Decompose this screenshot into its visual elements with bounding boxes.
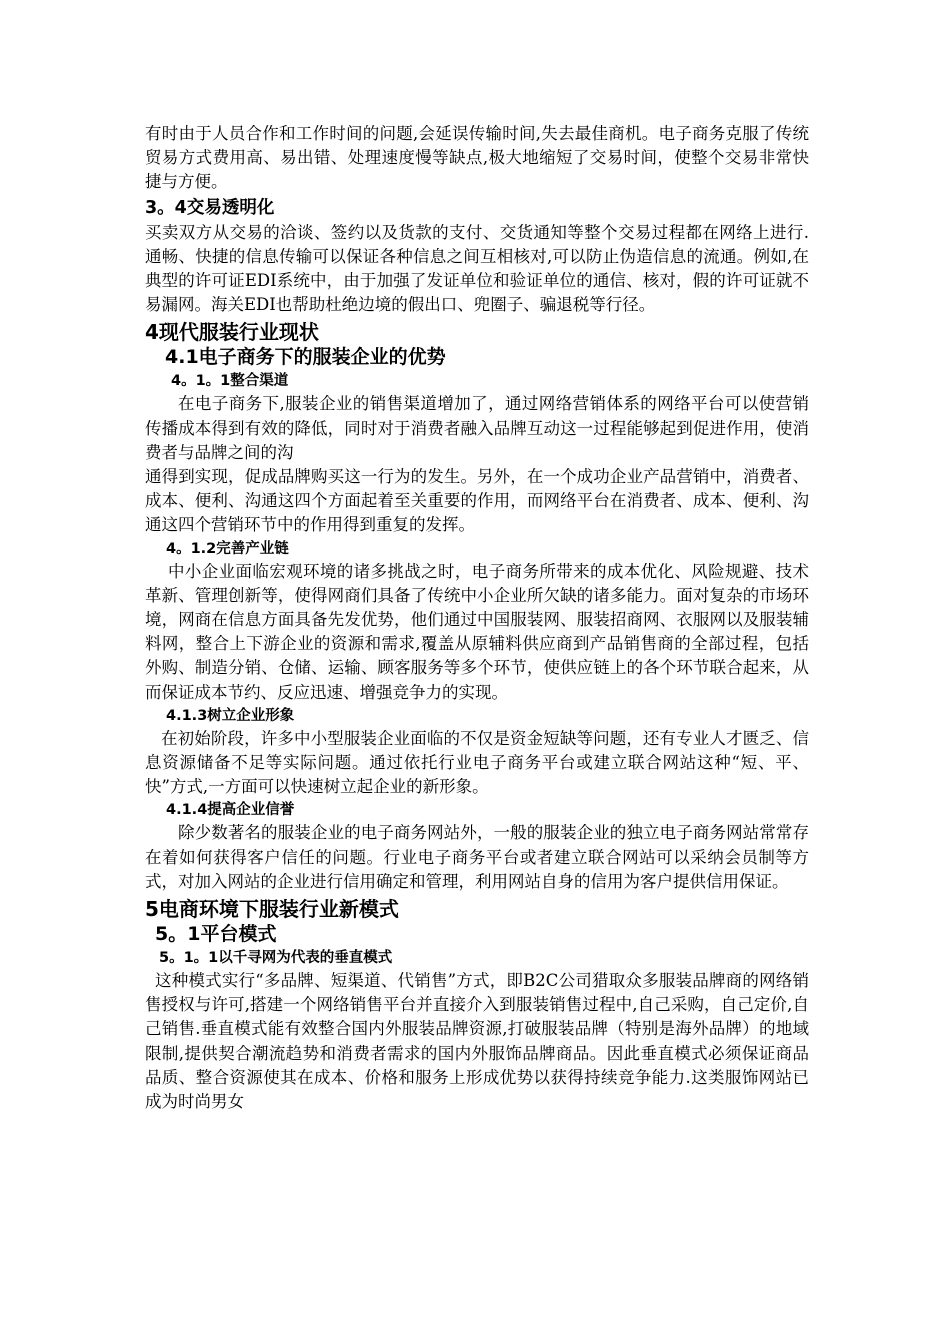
paragraph-3-4: 买卖双方从交易的洽谈、签约以及货款的支付、交货通知等整个交易过程都在网络上进行.通畅、快捷的信息传输可以保证各种信息之间互相核对,可以防止伪造信息的流通。例如,在典型的许可证EDI系统中，由于加强了发证单位和验证单位的通信、核对，假的许可证就不易漏网。海关EDI也帮助杜绝边境的假出口、兜圈子、骗退税等行径。 bbox=[145, 222, 809, 315]
heading-4-1-3: 4.1.3树立企业形象 bbox=[166, 707, 295, 724]
heading-5-1: 5。1平台模式 bbox=[155, 923, 277, 946]
paragraph-4-1-1a: 在电子商务下,服装企业的销售渠道增加了，通过网络营销体系的网络平台可以使营销传播成本得到有效的降低，同时对于消费者融入品牌互动这一过程能够起到促进作用，使消费者与品牌之间的沟 bbox=[145, 394, 809, 462]
paragraph-4-1-2: 中小企业面临宏观环境的诸多挑战之时，电子商务所带来的成本优化、风险规避、技术革新、管理创新等，使得网商们具备了传统中小企业所欠缺的诸多能力。面对复杂的市场环境，网商在信息方面具备先发优势，他们通过中国服装网、服装招商网、衣服网以及服装辅料网，整合上下游企业的资源和需求,覆盖从原辅料供应商到产品销售商的全部过程，包括外购、制造分销、仓储、运输、顾客服务等多个环节，使供应链上的各个环节联合起来，从而保证成本节约、反应迅速、增强竞争力的实现。 bbox=[145, 561, 809, 702]
heading-4-1-2: 4。1.2完善产业链 bbox=[166, 540, 289, 557]
paragraph-intro: 有时由于人员合作和工作时间的问题,会延误传输时间,失去最佳商机。电子商务克服了传统贸易方式费用高、易出错、处理速度慢等缺点,极大地缩短了交易时间，使整个交易非常快捷与方便。 bbox=[145, 124, 809, 192]
heading-3-4: 3。4交易透明化 bbox=[145, 197, 275, 218]
heading-4-1-4: 4.1.4提高企业信誉 bbox=[166, 802, 295, 819]
heading-4-1-1: 4。1。1整合渠道 bbox=[171, 373, 289, 390]
heading-5-1-1: 5。1。1以千寻网为代表的垂直模式 bbox=[159, 950, 393, 967]
document-body bbox=[145, 122, 809, 1114]
heading-5: 5电商环境下服装行业新模式 bbox=[145, 897, 399, 922]
paragraph-5-1-1: 这种模式实行“多品牌、短渠道、代销售”方式，即B2C公司猎取众多服装品牌商的网络销售授权与许可,搭建一个网络销售平台并直接介入到服装销售过程中,自己采购，自己定价,自己销售.垂直模式能有效整合国内外服装品牌资源,打破服装品牌（特别是海外品牌）的地域限制,提供契合潮流趋势和消费者需求的国内外服饰品牌商品。因此垂直模式必须保证商品品质、整合资源使其在成本、价格和服务上形成优势以获得持续竞争能力.这类服饰网站已成为时尚男女 bbox=[145, 971, 809, 1112]
paragraph-4-1-1b: 通得到实现，促成品牌购买这一行为的发生。另外，在一个成功企业产品营销中，消费者、成本、便利、沟通这四个方面起着至关重要的作用，而网络平台在消费者、成本、便利、沟通这四个营销环节中的作用得到重复的发挥。 bbox=[145, 467, 809, 535]
paragraph-4-1-3: 在初始阶段，许多中小型服装企业面临的不仅是资金短缺等问题，还有专业人才匮乏、信息资源储备不足等实际问题。通过依托行业电子商务平台或建立联合网站这种“短、平、快”方式,一方面可以快速树立起企业的新形象。 bbox=[145, 728, 809, 797]
heading-4: 4现代服装行业现状 bbox=[145, 320, 319, 345]
heading-4-1: 4.1电子商务下的服装企业的优势 bbox=[165, 346, 446, 369]
paragraph-4-1-4: 除少数著名的服装企业的电子商务网站外，一般的服装企业的独立电子商务网站常常存在着如何获得客户信任的问题。行业电子商务平台或者建立联合网站可以采纳会员制等方式，对加入网站的企业进行信用确定和管理，利用网站自身的信用为客户提供信用保证。 bbox=[145, 823, 809, 891]
